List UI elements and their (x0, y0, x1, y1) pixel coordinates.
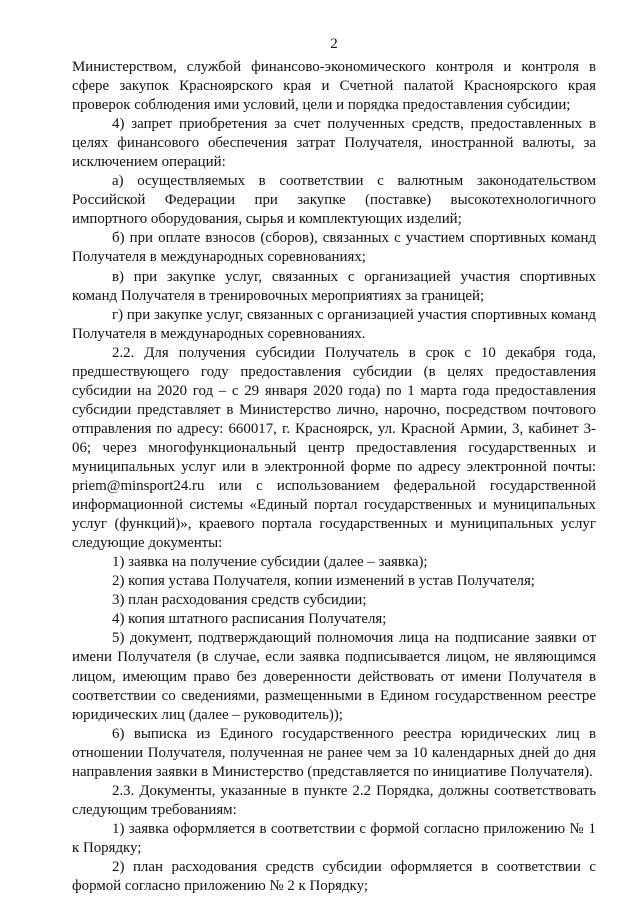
list-item: 4) копия штатного расписания Получателя; (112, 611, 387, 628)
list-item: 5) документ, подтверждающий полномочия лица на подписание заявки от имени Получателя (в случае, если заявка подписывается лицом, не являющимся лицом, имеющим право без доверенности действовать от имени Получателя в соответствии со сведениями, размещенными в Едином государственном реестре юридических лиц (далее – руководитель)); (72, 630, 596, 723)
list-item: в) при закупке услуг, связанных с организацией участия спортивных команд Получателя в тренировочных мероприятиях за границей; (72, 268, 596, 304)
paragraph: Министерством, службой финансово-экономического контроля и контроля в сфере закупок Красноярского края и Счетной палатой Красноярского края проверок соблюдения ими условий, цели и порядка предоставления субсидии; (72, 59, 596, 114)
list-item: 1) заявка оформляется в соответствии с формой согласно приложению № 1 к Порядку; (72, 820, 596, 856)
list-item: г) при закупке услуг, связанных с организацией участия спортивных команд Получателя в международных соревнованиях. (72, 306, 596, 342)
document-body (72, 58, 596, 896)
page-number: 2 (330, 36, 338, 52)
paragraph: 2.2. Для получения субсидии Получатель в срок с 10 декабря года, предшествующего году предоставления субсидии (в целях предоставления субсидии на 2020 год – с 29 января 2020 года) по 1 марта года предоставления субсидии представляет в Министерство лично, нарочно, посредством почтового отправления по адресу: 660017, г. Красноярск, ул. Красной Армии, 3, кабинет 3-06; через многофункциональный центр предоставления государственных и муниципальных услуг или в электронной форме по адресу электронной почты: priem@minsport24.ru или с использованием федеральной государственной информационной системы «Единый портал государственных и муниципальных услуг (функций)», краевого портала государственных и муниципальных услуг следующие документы: (72, 344, 596, 552)
list-item: 3) план расходования средств субсидии; (112, 592, 367, 609)
list-item: а) осуществляемых в соответствии с валютным законодательством Российской Федерации при закупке (поставке) высокотехнологичного импортного оборудования, сырья и комплектующих изделий; (72, 173, 596, 228)
list-item: 6) выписка из Единого государственного реестра юридических лиц в отношении Получателя, полученная не ранее чем за 10 календарных дней до дня направления заявки в Министерство (представляется по инициативе Получателя). (72, 725, 596, 780)
list-item: 1) заявка на получение субсидии (далее – заявка); (112, 554, 428, 571)
list-item: б) при оплате взносов (сборов), связанных с участием спортивных команд Получателя в международных соревнованиях; (72, 230, 596, 266)
list-item: 2) копия устава Получателя, копии изменений в устав Получателя; (112, 573, 535, 590)
paragraph: 4) запрет приобретения за счет полученных средств, предоставленных в целях финансового обеспечения затрат Получателя, иностранной валюты, за исключением операций: (72, 116, 596, 171)
paragraph: 2.3. Документы, указанные в пункте 2.2 Порядка, должны соответствовать следующим требованиям: (72, 782, 596, 818)
list-item: 2) план расходования средств субсидии оформляется в соответствии с формой согласно приложению № 2 к Порядку; (72, 858, 596, 895)
